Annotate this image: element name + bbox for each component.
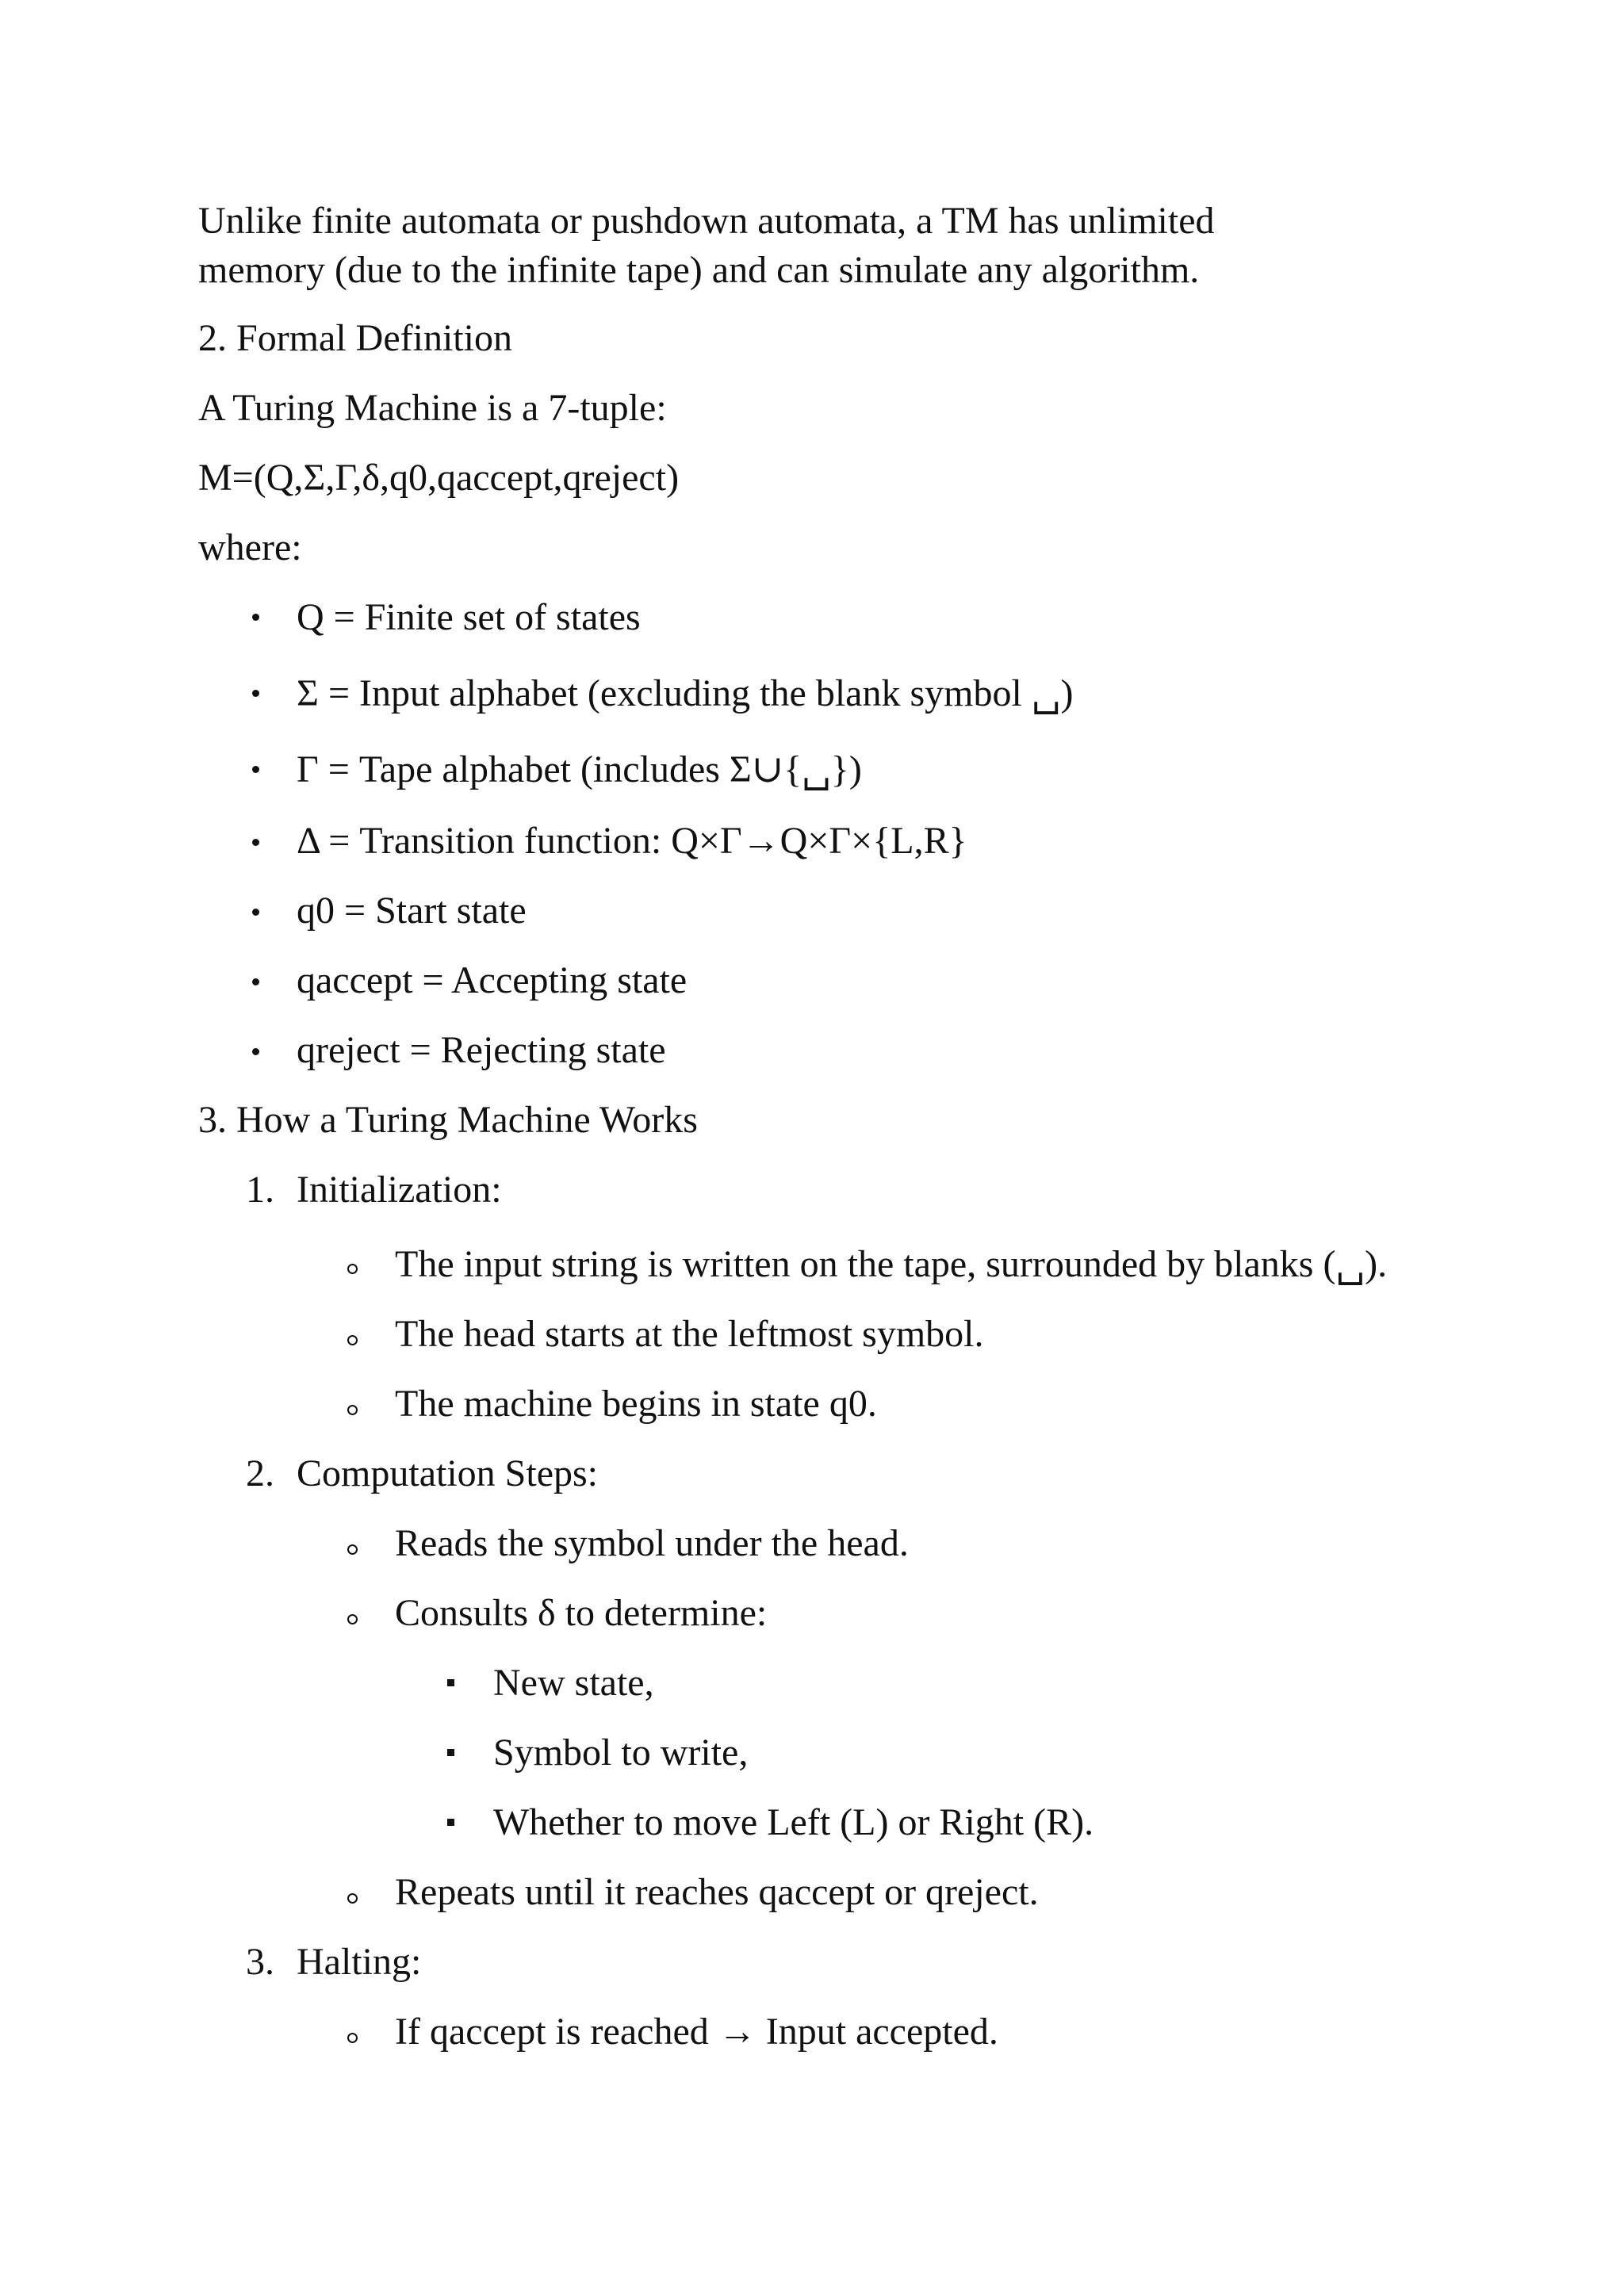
step-1-sub-3: The machine begins in state q0. xyxy=(395,1383,877,1425)
bullet-circle-icon xyxy=(347,1405,358,1415)
step-2-sub-3: Repeats until it reaches qaccept or qreject. xyxy=(395,1871,1039,1913)
bullet-circle-icon xyxy=(347,1264,358,1274)
bullet-square-icon xyxy=(447,1819,454,1826)
bullet-circle-icon xyxy=(347,1544,358,1555)
bullet-circle-icon xyxy=(347,1335,358,1345)
bullet-circle-icon xyxy=(347,1893,358,1904)
bullet-square-icon xyxy=(447,1749,454,1756)
step-1-number: 1. xyxy=(246,1169,274,1211)
step-2-nested-2: Symbol to write, xyxy=(493,1732,749,1774)
bullet-dot-icon xyxy=(252,909,259,916)
tuple-definition: M=(Q,Σ,Γ,δ,q0,qaccept,qreject) xyxy=(198,457,680,499)
section-3-heading: 3. How a Turing Machine Works xyxy=(198,1099,698,1141)
step-1-sub-2: The head starts at the leftmost symbol. xyxy=(395,1313,984,1355)
step-2-nested-3: Whether to move Left (L) or Right (R). xyxy=(493,1801,1094,1843)
bullet-dot-icon xyxy=(252,690,259,697)
intro-line-1: Unlike finite automata or pushdown automata, a TM has unlimited xyxy=(198,200,1215,242)
definition-item-input-alphabet: Σ = Input alphabet (excluding the blank symbol ␣) xyxy=(297,672,1074,714)
section-2-heading: 2. Formal Definition xyxy=(198,317,512,359)
bullet-circle-icon xyxy=(347,1614,358,1624)
bullet-dot-icon xyxy=(252,839,259,846)
bullet-dot-icon xyxy=(252,978,259,985)
definition-item-states: Q = Finite set of states xyxy=(297,596,641,638)
step-3-title: Halting: xyxy=(297,1941,422,1983)
definition-item-start-state: q0 = Start state xyxy=(297,890,527,932)
step-2-sub-1: Reads the symbol under the head. xyxy=(395,1522,909,1564)
step-1-title: Initialization: xyxy=(297,1169,502,1211)
definition-item-reject-state: qreject = Rejecting state xyxy=(297,1029,666,1071)
step-2-sub-2: Consults δ to determine: xyxy=(395,1592,768,1634)
bullet-dot-icon xyxy=(252,1048,259,1055)
definition-item-tape-alphabet: Γ = Tape alphabet (includes Σ∪{␣}) xyxy=(297,748,862,790)
definition-item-accept-state: qaccept = Accepting state xyxy=(297,959,688,1001)
step-3-sub-1: If qaccept is reached → Input accepted. xyxy=(395,2011,998,2053)
bullet-dot-icon xyxy=(252,614,259,621)
intro-line-2: memory (due to the infinite tape) and can simulate any algorithm. xyxy=(198,249,1200,291)
bullet-dot-icon xyxy=(252,766,259,773)
step-3-number: 3. xyxy=(246,1941,274,1983)
step-1-sub-1: The input string is written on the tape, surrounded by blanks (␣). xyxy=(395,1243,1388,1285)
step-2-title: Computation Steps: xyxy=(297,1452,599,1494)
where-label: where: xyxy=(198,526,302,568)
definition-item-transition-function: Δ = Transition function: Q×Γ→Q×Γ×{L,R} xyxy=(297,820,967,862)
bullet-circle-icon xyxy=(347,2033,358,2043)
tuple-lead: A Turing Machine is a 7-tuple: xyxy=(198,387,667,429)
bullet-square-icon xyxy=(447,1679,454,1686)
step-2-number: 2. xyxy=(246,1452,274,1494)
step-2-nested-1: New state, xyxy=(493,1662,654,1704)
